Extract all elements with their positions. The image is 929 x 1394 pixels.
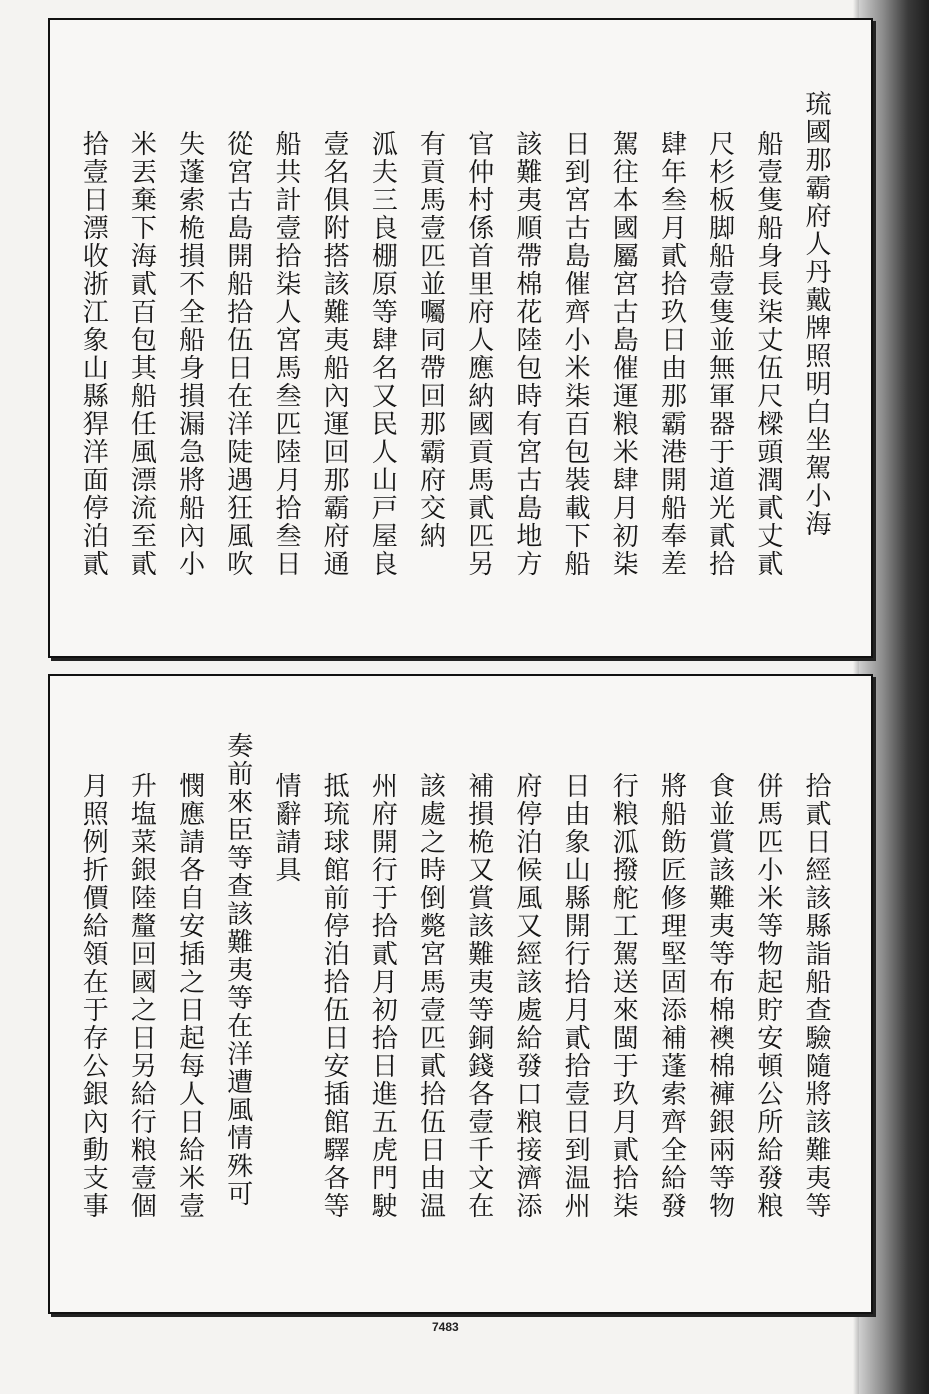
text-column: 有貢馬壹匹並囑同帶回那霸府交納 bbox=[415, 130, 446, 550]
text-column: 壹名俱附搭該難夷船內運回那霸府通 bbox=[319, 130, 350, 578]
text-column: 該難夷順帶棉花陸包時有宮古島地方 bbox=[511, 130, 542, 578]
text-column: 食並賞該難夷等布棉襖棉褲銀兩等物 bbox=[704, 772, 735, 1220]
bottom-text-columns bbox=[50, 676, 871, 1312]
text-column: 失蓬索桅損不全船身損漏急將船內小 bbox=[174, 130, 205, 578]
text-column: 日到宮古島催齊小米柒百包裝載下船 bbox=[560, 130, 591, 578]
text-column: 琉國那霸府人丹戴牌照明白坐駕小海 bbox=[801, 90, 831, 538]
text-column: 米丟棄下海貳百包其船任風漂流至貳 bbox=[126, 130, 157, 578]
text-column: 將船飭匠修理堅固添補蓬索齊全給發 bbox=[656, 772, 687, 1220]
text-column: 肆年叁月貳拾玖日由那霸港開船奉差 bbox=[656, 130, 687, 578]
text-column: 該處之時倒斃宮馬壹匹貳拾伍日由温 bbox=[415, 772, 446, 1220]
bottom-document-panel bbox=[48, 674, 873, 1314]
text-column: 併馬匹小米等物起貯安頓公所給發粮 bbox=[752, 772, 783, 1220]
text-column: 尺杉板脚船壹隻並無軍器于道光貳拾 bbox=[704, 130, 735, 578]
page-number: 7483 bbox=[432, 1320, 459, 1334]
text-column: 泒夫三良棚原等肆名又民人山戸屋良 bbox=[367, 130, 398, 578]
text-column: 奏前來臣等查該難夷等在洋遭風情殊可 bbox=[222, 732, 253, 1208]
text-column: 拾貳日經該縣詣船查驗隨將該難夷等 bbox=[801, 772, 831, 1220]
text-column: 駕往本國屬宮古島催運粮米肆月初柒 bbox=[608, 130, 639, 578]
text-column: 升塩菜銀陸釐回國之日另給行粮壹個 bbox=[126, 772, 157, 1220]
text-column: 抵琉球館前停泊拾伍日安插館驛各等 bbox=[319, 772, 350, 1220]
top-document-panel bbox=[48, 18, 873, 658]
text-column: 拾壹日漂收浙江象山縣猂洋面停泊貳 bbox=[78, 130, 109, 578]
text-column: 船共計壹拾柒人宮馬叁匹陸月拾叁日 bbox=[270, 130, 301, 578]
text-column: 從宮古島開船拾伍日在洋陡遇狂風吹 bbox=[222, 130, 253, 578]
text-column: 月照例折價給領在于存公銀內動支事 bbox=[78, 772, 109, 1220]
text-column: 官仲村係首里府人應納國貢馬貳匹另 bbox=[463, 130, 494, 578]
text-column: 行粮泒撥舵工駕送來閩于玖月貳拾柒 bbox=[608, 772, 639, 1220]
text-column: 日由象山縣開行拾月貳拾壹日到温州 bbox=[560, 772, 591, 1220]
top-text-columns bbox=[50, 20, 871, 656]
text-column: 船壹隻船身長柒丈伍尺樑頭潤貳丈貳 bbox=[752, 130, 783, 578]
text-column: 州府開行于拾貳月初拾日進五虎門駛 bbox=[367, 772, 398, 1220]
text-column: 府停泊候風又經該處給發口粮接濟添 bbox=[511, 772, 542, 1220]
text-column: 憫應請各自安插之日起每人日給米壹 bbox=[174, 772, 205, 1220]
text-column: 補損桅又賞該難夷等銅錢各壹千文在 bbox=[463, 772, 494, 1220]
text-column: 情辭請具 bbox=[270, 772, 301, 884]
